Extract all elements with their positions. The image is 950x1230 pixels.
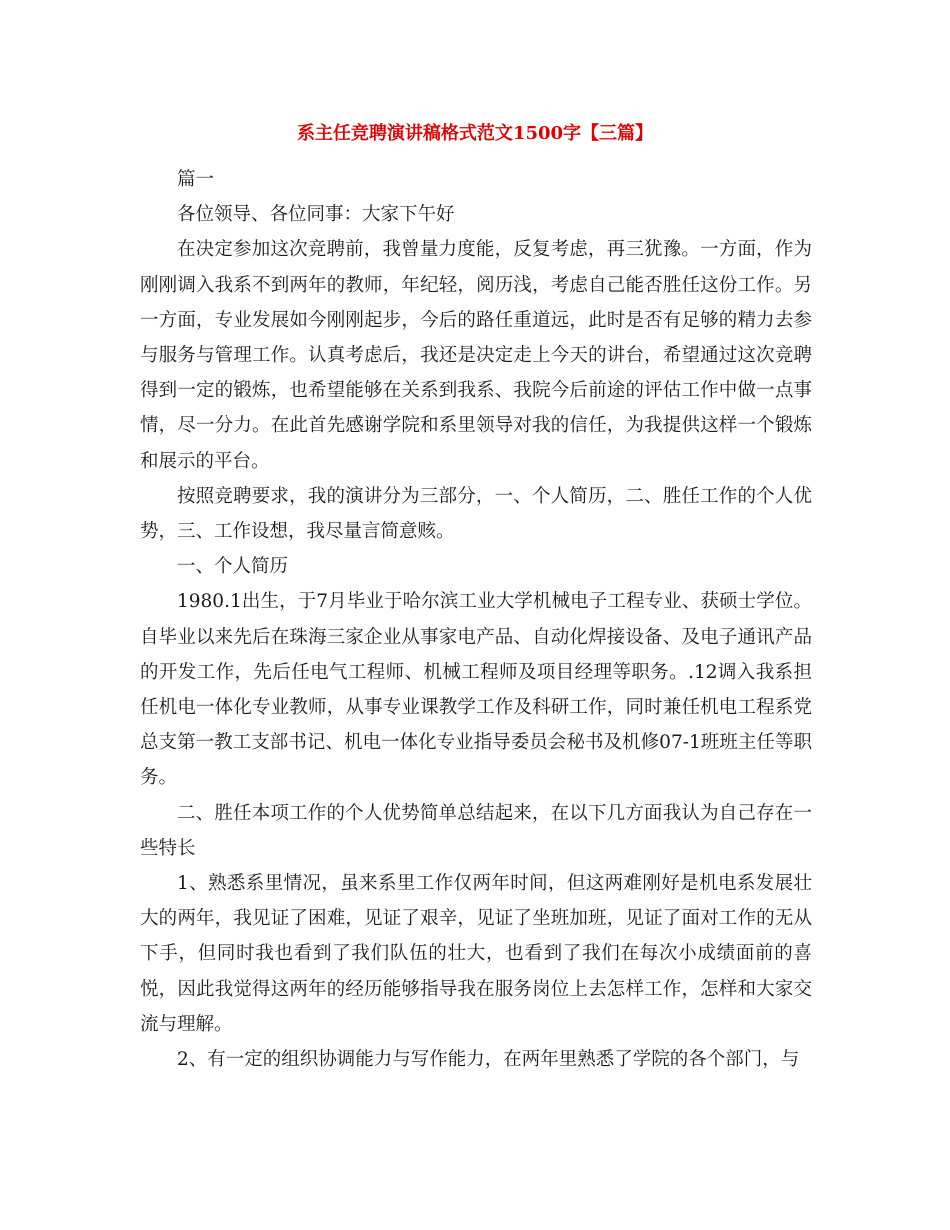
paragraph: 1980.1出生，于7月毕业于哈尔滨工业大学机械电子工程专业、获硕士学位。自毕业以来先后在珠海三家企业从事家电产品、自动化焊接设备、及电子通讯产品的开发工作，先后任电气工程师、机械工程师及项目经理等职务。.12调入我系担任机电一体化专业教师，从事专业课教学工作及科研工作，同时兼任机电工程系党总支第一教工支部书记、机电一体化专业指导委员会秘书及机修07-1班班主任等职务。 — [140, 591, 812, 789]
subsection-heading: 一、个人简历 — [177, 556, 289, 578]
document-title: 系主任竞聘演讲稿格式范文1500字【三篇】 — [296, 123, 654, 144]
section-heading: 篇一 — [177, 169, 215, 190]
paragraph: 2、有一定的组织协调能力与写作能力，在两年里熟悉了学院的各个部门，与 — [177, 1049, 800, 1071]
salutation: 各位领导、各位同事：大家下午好 — [177, 204, 455, 226]
paragraph: 按照竞聘要求，我的演讲分为三部分，一、个人简历，二、胜任工作的个人优势，三、工作设想，我尽量言简意赅。 — [140, 485, 812, 543]
paragraph: 二、胜任本项工作的个人优势简单总结起来，在以下几方面我认为自己存在一些特长 — [140, 802, 812, 859]
paragraph: 1、熟悉系里情况，虽来系里工作仅两年时间，但这两难刚好是机电系发展壮大的两年，我见证了困难，见证了艰辛，见证了坐班加班，见证了面对工作的无从下手，但同时我也看到了我们队伍的壮大，也看到了我们在每次小成绩面前的喜悦，因此我觉得这两年的经历能够指导我在服务岗位上去怎样工作，怎样和大家交流与理解。 — [140, 873, 812, 1035]
document-body — [140, 162, 812, 1077]
paragraph: 在决定参加这次竞聘前，我曾量力度能，反复考虑，再三犹豫。一方面，作为刚刚调入我系不到两年的教师，年纪轻，阅历浅，考虑自己能否胜任这份工作。另一方面，专业发展如今刚刚起步，今后的路任重道远，此时是否有足够的精力去参与服务与管理工作。认真考虑后，我还是决定走上今天的讲台，希望通过这次竞聘得到一定的锻炼，也希望能够在关系到我系、我院今后前途的评估工作中做一点事情，尽一分力。在此首先感谢学院和系里领导对我的信任，为我提供这样一个锻炼和展示的平台。 — [140, 239, 812, 472]
